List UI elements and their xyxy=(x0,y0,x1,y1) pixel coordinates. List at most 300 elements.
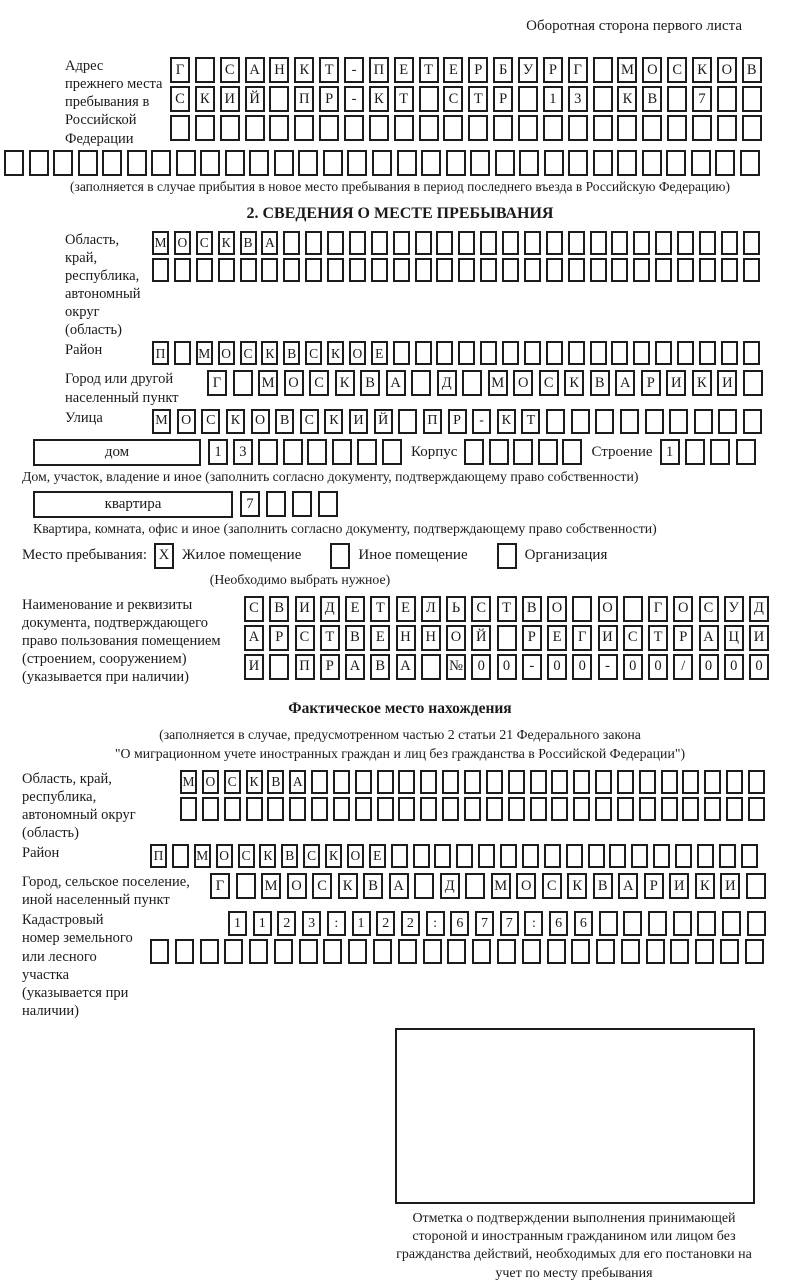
char-cell[interactable]: 1 xyxy=(228,911,247,936)
char-cell[interactable]: К xyxy=(335,370,355,396)
char-cell[interactable] xyxy=(590,231,607,255)
char-cell[interactable]: Д xyxy=(437,370,457,396)
char-cell[interactable] xyxy=(699,258,716,282)
char-cell[interactable] xyxy=(667,86,687,112)
char-cell[interactable]: В xyxy=(275,409,294,434)
char-cell[interactable] xyxy=(196,258,213,282)
char-cell[interactable]: В xyxy=(590,370,610,396)
char-cell[interactable] xyxy=(633,341,650,365)
char-cell[interactable]: 0 xyxy=(749,654,769,680)
char-cell[interactable]: С xyxy=(312,873,332,899)
char-cell[interactable] xyxy=(726,770,743,794)
char-cell[interactable]: 2 xyxy=(277,911,296,936)
char-cell[interactable] xyxy=(666,150,686,176)
char-cell[interactable] xyxy=(283,258,300,282)
char-cell[interactable]: К xyxy=(567,873,587,899)
char-cell[interactable] xyxy=(249,150,269,176)
char-cell[interactable]: П xyxy=(423,409,442,434)
char-cell[interactable]: Л xyxy=(421,596,441,622)
char-cell[interactable] xyxy=(436,231,453,255)
char-cell[interactable]: С xyxy=(309,370,329,396)
char-cell[interactable]: О xyxy=(202,770,219,794)
char-cell[interactable] xyxy=(677,341,694,365)
char-cell[interactable] xyxy=(704,797,721,821)
char-cell[interactable] xyxy=(102,150,122,176)
char-cell[interactable] xyxy=(611,231,628,255)
char-cell[interactable] xyxy=(434,844,451,868)
char-cell[interactable] xyxy=(595,770,612,794)
char-cell[interactable] xyxy=(748,770,765,794)
char-cell[interactable] xyxy=(311,797,328,821)
char-cell[interactable] xyxy=(562,439,582,465)
char-cell[interactable] xyxy=(348,939,367,964)
char-cell[interactable] xyxy=(478,844,495,868)
char-cell[interactable]: 0 xyxy=(699,654,719,680)
char-cell[interactable]: С xyxy=(303,844,320,868)
char-cell[interactable]: С xyxy=(295,625,315,651)
char-cell[interactable]: П xyxy=(150,844,167,868)
char-cell[interactable]: 7 xyxy=(240,491,260,517)
char-cell[interactable] xyxy=(382,439,402,465)
house-type-box[interactable] xyxy=(33,439,201,466)
char-cell[interactable] xyxy=(699,341,716,365)
char-cell[interactable] xyxy=(327,258,344,282)
char-cell[interactable] xyxy=(224,939,243,964)
char-cell[interactable] xyxy=(394,115,414,141)
char-cell[interactable]: О xyxy=(177,409,196,434)
char-cell[interactable] xyxy=(371,258,388,282)
char-cell[interactable]: О xyxy=(284,370,304,396)
char-cell[interactable]: П xyxy=(152,341,169,365)
char-cell[interactable] xyxy=(655,341,672,365)
char-cell[interactable]: И xyxy=(717,370,737,396)
char-cell[interactable] xyxy=(421,150,441,176)
char-cell[interactable] xyxy=(332,439,352,465)
char-cell[interactable] xyxy=(29,150,49,176)
char-cell[interactable]: О xyxy=(174,231,191,255)
char-cell[interactable] xyxy=(742,115,762,141)
char-cell[interactable] xyxy=(420,770,437,794)
char-cell[interactable]: О xyxy=(251,409,270,434)
char-cell[interactable] xyxy=(305,258,322,282)
char-cell[interactable]: О xyxy=(349,341,366,365)
char-cell[interactable]: 3 xyxy=(568,86,588,112)
char-cell[interactable] xyxy=(175,939,194,964)
char-cell[interactable]: К xyxy=(261,341,278,365)
checkbox-organization[interactable] xyxy=(497,543,517,569)
char-cell[interactable] xyxy=(677,231,694,255)
char-cell[interactable]: Е xyxy=(370,625,390,651)
char-cell[interactable]: Е xyxy=(394,57,414,83)
char-cell[interactable] xyxy=(465,873,485,899)
char-cell[interactable]: М xyxy=(180,770,197,794)
char-cell[interactable] xyxy=(518,115,538,141)
char-cell[interactable] xyxy=(152,258,169,282)
char-cell[interactable] xyxy=(682,770,699,794)
char-cell[interactable] xyxy=(621,939,640,964)
char-cell[interactable] xyxy=(393,258,410,282)
char-cell[interactable]: С xyxy=(220,57,240,83)
char-cell[interactable] xyxy=(246,797,263,821)
char-cell[interactable] xyxy=(200,150,220,176)
char-cell[interactable]: О xyxy=(516,873,536,899)
char-cell[interactable] xyxy=(543,115,563,141)
char-cell[interactable] xyxy=(538,439,558,465)
char-cell[interactable] xyxy=(393,341,410,365)
char-cell[interactable] xyxy=(682,797,699,821)
char-cell[interactable] xyxy=(442,770,459,794)
char-cell[interactable]: Р xyxy=(641,370,661,396)
char-cell[interactable]: Н xyxy=(421,625,441,651)
char-cell[interactable] xyxy=(333,797,350,821)
char-cell[interactable] xyxy=(691,150,711,176)
char-cell[interactable] xyxy=(546,258,563,282)
char-cell[interactable] xyxy=(398,939,417,964)
char-cell[interactable] xyxy=(423,939,442,964)
char-cell[interactable] xyxy=(292,491,312,517)
char-cell[interactable]: И xyxy=(220,86,240,112)
char-cell[interactable] xyxy=(573,770,590,794)
char-cell[interactable]: Т xyxy=(648,625,668,651)
char-cell[interactable]: И xyxy=(295,596,315,622)
char-cell[interactable]: Т xyxy=(468,86,488,112)
char-cell[interactable] xyxy=(743,370,763,396)
char-cell[interactable] xyxy=(323,939,342,964)
char-cell[interactable]: Д xyxy=(440,873,460,899)
char-cell[interactable] xyxy=(546,231,563,255)
char-cell[interactable] xyxy=(397,150,417,176)
char-cell[interactable] xyxy=(502,231,519,255)
char-cell[interactable]: Р xyxy=(319,86,339,112)
char-cell[interactable] xyxy=(398,797,415,821)
char-cell[interactable]: 0 xyxy=(648,654,668,680)
apartment-type-box[interactable] xyxy=(33,491,233,518)
char-cell[interactable]: Н xyxy=(269,57,289,83)
checkbox-other-premises[interactable] xyxy=(330,543,350,569)
char-cell[interactable]: К xyxy=(294,57,314,83)
char-cell[interactable] xyxy=(261,258,278,282)
char-cell[interactable] xyxy=(472,939,491,964)
char-cell[interactable] xyxy=(495,150,515,176)
char-cell[interactable] xyxy=(646,939,665,964)
char-cell[interactable]: 2 xyxy=(376,911,395,936)
char-cell[interactable] xyxy=(530,797,547,821)
char-cell[interactable] xyxy=(415,231,432,255)
char-cell[interactable] xyxy=(530,770,547,794)
char-cell[interactable]: С xyxy=(224,770,241,794)
char-cell[interactable] xyxy=(571,939,590,964)
char-cell[interactable] xyxy=(349,231,366,255)
char-cell[interactable]: И xyxy=(749,625,769,651)
char-cell[interactable]: А xyxy=(289,770,306,794)
char-cell[interactable] xyxy=(544,844,561,868)
char-cell[interactable]: О xyxy=(598,596,618,622)
char-cell[interactable] xyxy=(419,115,439,141)
char-cell[interactable] xyxy=(524,231,541,255)
char-cell[interactable]: О xyxy=(642,57,662,83)
char-cell[interactable] xyxy=(593,86,613,112)
char-cell[interactable] xyxy=(655,231,672,255)
char-cell[interactable]: Р xyxy=(673,625,693,651)
char-cell[interactable] xyxy=(195,115,215,141)
char-cell[interactable] xyxy=(127,150,147,176)
char-cell[interactable]: Е xyxy=(547,625,567,651)
char-cell[interactable] xyxy=(398,409,417,434)
char-cell[interactable]: Т xyxy=(521,409,540,434)
char-cell[interactable] xyxy=(743,409,762,434)
char-cell[interactable] xyxy=(323,150,343,176)
char-cell[interactable] xyxy=(502,258,519,282)
char-cell[interactable] xyxy=(740,150,760,176)
char-cell[interactable]: Г xyxy=(170,57,190,83)
char-cell[interactable]: И xyxy=(244,654,264,680)
char-cell[interactable]: К xyxy=(259,844,276,868)
char-cell[interactable]: А xyxy=(245,57,265,83)
char-cell[interactable] xyxy=(497,939,516,964)
char-cell[interactable] xyxy=(623,911,642,936)
char-cell[interactable]: А xyxy=(618,873,638,899)
char-cell[interactable] xyxy=(718,409,737,434)
char-cell[interactable]: С xyxy=(623,625,643,651)
char-cell[interactable]: Р xyxy=(522,625,542,651)
char-cell[interactable] xyxy=(639,770,656,794)
char-cell[interactable]: К xyxy=(692,370,712,396)
char-cell[interactable] xyxy=(172,844,189,868)
char-cell[interactable] xyxy=(596,939,615,964)
char-cell[interactable] xyxy=(274,939,293,964)
char-cell[interactable]: А xyxy=(615,370,635,396)
char-cell[interactable]: К xyxy=(497,409,516,434)
char-cell[interactable] xyxy=(611,341,628,365)
char-cell[interactable] xyxy=(480,258,497,282)
char-cell[interactable] xyxy=(458,341,475,365)
char-cell[interactable] xyxy=(617,150,637,176)
char-cell[interactable] xyxy=(443,115,463,141)
char-cell[interactable] xyxy=(486,770,503,794)
char-cell[interactable] xyxy=(502,341,519,365)
char-cell[interactable] xyxy=(697,844,714,868)
char-cell[interactable] xyxy=(53,150,73,176)
char-cell[interactable]: В xyxy=(593,873,613,899)
char-cell[interactable] xyxy=(150,939,169,964)
checkbox-residential[interactable]: X xyxy=(154,543,174,569)
char-cell[interactable] xyxy=(493,115,513,141)
char-cell[interactable] xyxy=(611,258,628,282)
char-cell[interactable]: Т xyxy=(394,86,414,112)
char-cell[interactable]: Г xyxy=(572,625,592,651)
char-cell[interactable]: И xyxy=(666,370,686,396)
char-cell[interactable]: А xyxy=(386,370,406,396)
char-cell[interactable] xyxy=(220,115,240,141)
char-cell[interactable]: Н xyxy=(396,625,416,651)
char-cell[interactable] xyxy=(289,797,306,821)
char-cell[interactable]: Т xyxy=(319,57,339,83)
char-cell[interactable] xyxy=(305,231,322,255)
char-cell[interactable] xyxy=(218,258,235,282)
char-cell[interactable] xyxy=(319,115,339,141)
char-cell[interactable] xyxy=(741,844,758,868)
char-cell[interactable]: - xyxy=(344,86,364,112)
char-cell[interactable] xyxy=(699,231,716,255)
char-cell[interactable]: С xyxy=(539,370,559,396)
char-cell[interactable]: О xyxy=(446,625,466,651)
char-cell[interactable] xyxy=(411,370,431,396)
char-cell[interactable]: К xyxy=(218,231,235,255)
char-cell[interactable] xyxy=(743,258,760,282)
char-cell[interactable]: Г xyxy=(207,370,227,396)
char-cell[interactable] xyxy=(719,844,736,868)
char-cell[interactable] xyxy=(489,439,509,465)
char-cell[interactable] xyxy=(617,115,637,141)
char-cell[interactable]: В xyxy=(363,873,383,899)
char-cell[interactable]: С xyxy=(699,596,719,622)
char-cell[interactable] xyxy=(692,115,712,141)
char-cell[interactable] xyxy=(377,770,394,794)
char-cell[interactable] xyxy=(311,770,328,794)
char-cell[interactable]: С xyxy=(196,231,213,255)
char-cell[interactable] xyxy=(327,231,344,255)
char-cell[interactable]: П xyxy=(294,86,314,112)
char-cell[interactable]: 6 xyxy=(574,911,593,936)
char-cell[interactable]: - xyxy=(344,57,364,83)
char-cell[interactable]: М xyxy=(617,57,637,83)
char-cell[interactable]: К xyxy=(325,844,342,868)
char-cell[interactable] xyxy=(675,844,692,868)
char-cell[interactable] xyxy=(568,341,585,365)
char-cell[interactable] xyxy=(571,409,590,434)
char-cell[interactable]: К xyxy=(338,873,358,899)
char-cell[interactable] xyxy=(415,258,432,282)
char-cell[interactable]: / xyxy=(673,654,693,680)
char-cell[interactable]: В xyxy=(267,770,284,794)
char-cell[interactable] xyxy=(464,770,481,794)
char-cell[interactable]: С xyxy=(244,596,264,622)
char-cell[interactable]: Д xyxy=(749,596,769,622)
char-cell[interactable] xyxy=(456,844,473,868)
char-cell[interactable]: У xyxy=(518,57,538,83)
char-cell[interactable] xyxy=(573,797,590,821)
char-cell[interactable]: М xyxy=(491,873,511,899)
char-cell[interactable]: С xyxy=(170,86,190,112)
char-cell[interactable] xyxy=(267,797,284,821)
char-cell[interactable] xyxy=(648,911,667,936)
char-cell[interactable] xyxy=(344,115,364,141)
char-cell[interactable]: В xyxy=(370,654,390,680)
char-cell[interactable]: 3 xyxy=(233,439,253,465)
char-cell[interactable] xyxy=(746,873,766,899)
char-cell[interactable]: 2 xyxy=(401,911,420,936)
char-cell[interactable] xyxy=(677,258,694,282)
char-cell[interactable] xyxy=(593,115,613,141)
char-cell[interactable]: К xyxy=(617,86,637,112)
char-cell[interactable] xyxy=(415,341,432,365)
char-cell[interactable]: К xyxy=(695,873,715,899)
char-cell[interactable]: Е xyxy=(369,844,386,868)
char-cell[interactable]: М xyxy=(194,844,211,868)
char-cell[interactable] xyxy=(508,797,525,821)
char-cell[interactable] xyxy=(645,409,664,434)
char-cell[interactable] xyxy=(195,57,215,83)
char-cell[interactable]: С xyxy=(201,409,220,434)
char-cell[interactable]: А xyxy=(345,654,365,680)
char-cell[interactable] xyxy=(631,844,648,868)
char-cell[interactable] xyxy=(486,797,503,821)
char-cell[interactable] xyxy=(458,231,475,255)
char-cell[interactable] xyxy=(748,797,765,821)
char-cell[interactable]: Р xyxy=(320,654,340,680)
char-cell[interactable]: П xyxy=(369,57,389,83)
char-cell[interactable] xyxy=(653,844,670,868)
char-cell[interactable] xyxy=(224,797,241,821)
char-cell[interactable] xyxy=(590,341,607,365)
char-cell[interactable] xyxy=(468,115,488,141)
char-cell[interactable]: К xyxy=(195,86,215,112)
char-cell[interactable] xyxy=(258,439,278,465)
char-cell[interactable] xyxy=(518,86,538,112)
char-cell[interactable] xyxy=(695,939,714,964)
char-cell[interactable] xyxy=(78,150,98,176)
char-cell[interactable] xyxy=(661,797,678,821)
char-cell[interactable] xyxy=(269,86,289,112)
char-cell[interactable]: Г xyxy=(568,57,588,83)
char-cell[interactable]: И xyxy=(598,625,618,651)
char-cell[interactable]: Й xyxy=(245,86,265,112)
char-cell[interactable] xyxy=(151,150,171,176)
char-cell[interactable]: Ц xyxy=(724,625,744,651)
char-cell[interactable]: 0 xyxy=(724,654,744,680)
char-cell[interactable]: В xyxy=(522,596,542,622)
char-cell[interactable] xyxy=(500,844,517,868)
char-cell[interactable] xyxy=(240,258,257,282)
char-cell[interactable] xyxy=(414,873,434,899)
char-cell[interactable]: 7 xyxy=(475,911,494,936)
char-cell[interactable] xyxy=(667,115,687,141)
char-cell[interactable] xyxy=(710,439,730,465)
char-cell[interactable]: А xyxy=(244,625,264,651)
char-cell[interactable]: К xyxy=(226,409,245,434)
char-cell[interactable] xyxy=(170,115,190,141)
char-cell[interactable]: А xyxy=(699,625,719,651)
char-cell[interactable] xyxy=(593,57,613,83)
char-cell[interactable] xyxy=(721,231,738,255)
char-cell[interactable] xyxy=(720,939,739,964)
char-cell[interactable]: 7 xyxy=(500,911,519,936)
char-cell[interactable]: В xyxy=(240,231,257,255)
char-cell[interactable] xyxy=(419,86,439,112)
char-cell[interactable] xyxy=(743,231,760,255)
char-cell[interactable]: 1 xyxy=(660,439,680,465)
char-cell[interactable]: В xyxy=(283,341,300,365)
char-cell[interactable]: С xyxy=(471,596,491,622)
char-cell[interactable] xyxy=(318,491,338,517)
char-cell[interactable]: 0 xyxy=(623,654,643,680)
char-cell[interactable]: - xyxy=(472,409,491,434)
char-cell[interactable] xyxy=(670,939,689,964)
char-cell[interactable]: Й xyxy=(374,409,393,434)
char-cell[interactable] xyxy=(524,341,541,365)
char-cell[interactable]: 1 xyxy=(208,439,228,465)
char-cell[interactable]: М xyxy=(258,370,278,396)
char-cell[interactable]: И xyxy=(669,873,689,899)
char-cell[interactable] xyxy=(200,939,219,964)
char-cell[interactable]: Г xyxy=(210,873,230,899)
char-cell[interactable] xyxy=(269,654,289,680)
char-cell[interactable] xyxy=(176,150,196,176)
char-cell[interactable] xyxy=(721,341,738,365)
char-cell[interactable] xyxy=(333,770,350,794)
char-cell[interactable]: П xyxy=(295,654,315,680)
char-cell[interactable]: 7 xyxy=(692,86,712,112)
